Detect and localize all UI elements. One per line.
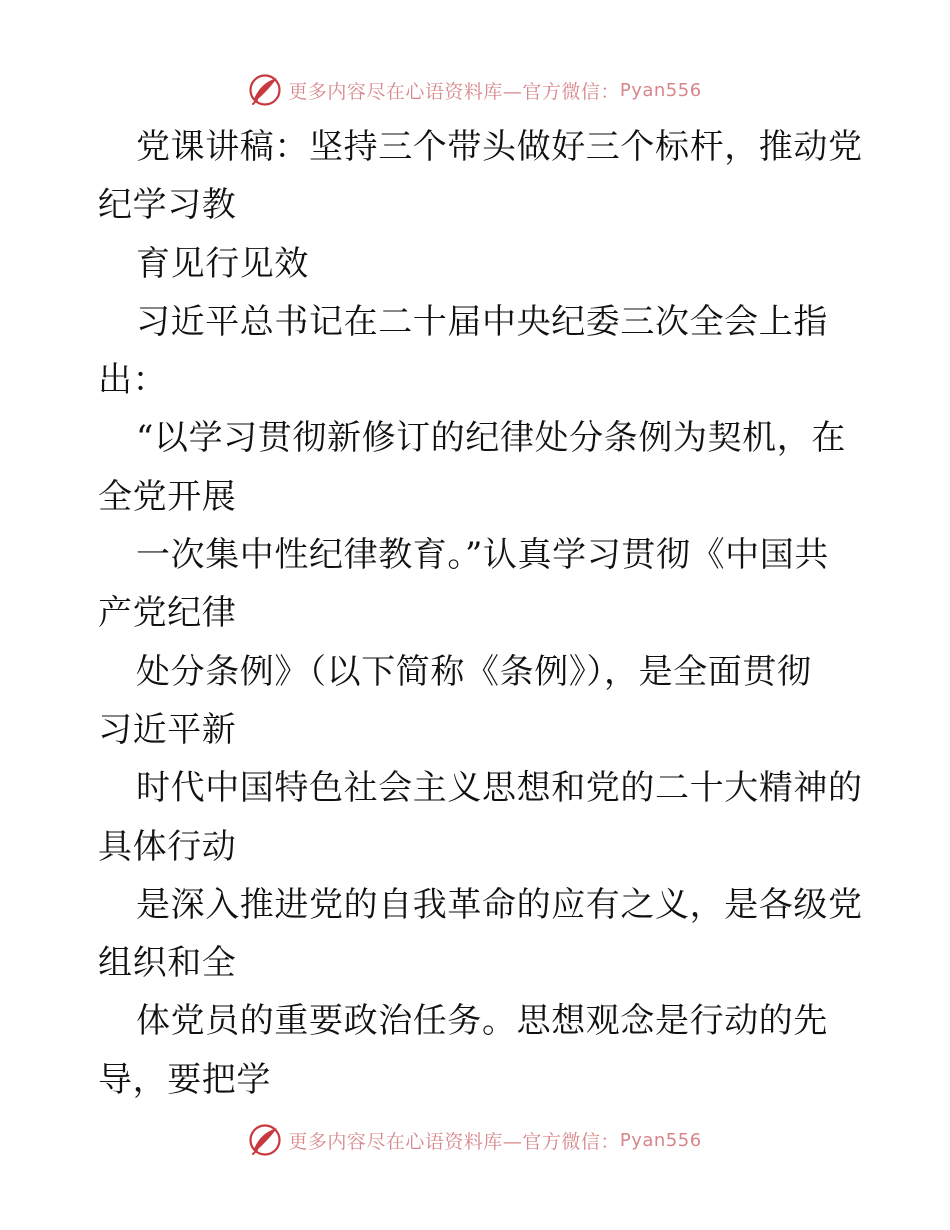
- watermark-wechat-id: Pyan556: [619, 79, 702, 101]
- document-line: 具体行动: [98, 826, 237, 867]
- document-line: 全党开展: [98, 476, 237, 517]
- document-line: 导，要把学: [98, 1059, 271, 1100]
- document-line: “以学习贯彻新修订的纪律处分条例为契机，在: [136, 418, 846, 459]
- document-line: 纪学习教: [98, 185, 237, 226]
- watermark-text: 更多内容尽在心语资料库—官方微信：: [288, 1130, 620, 1153]
- document-line: 出：: [98, 360, 168, 401]
- watermark-wechat-id: Pyan556: [619, 1129, 702, 1151]
- document-line: 组织和全: [98, 943, 237, 984]
- footer-watermark: [0, 1120, 950, 1160]
- document-line: 习近平新: [98, 709, 237, 750]
- document-line: 处分条例》（以下简称《条例》），是全面贯彻: [136, 651, 812, 692]
- document-line: 产党纪律: [98, 593, 237, 634]
- document-line: 是深入推进党的自我革命的应有之义，是各级党: [136, 884, 863, 925]
- document-line: 体党员的重要政治任务。思想观念是行动的先: [136, 1001, 828, 1042]
- pen-logo-icon: [248, 1123, 282, 1157]
- document-line: 时代中国特色社会主义思想和党的二十大精神的: [136, 768, 863, 809]
- header-watermark: [0, 70, 950, 110]
- document-line: 育见行见效: [136, 243, 309, 284]
- document-body: [98, 118, 863, 1109]
- watermark-text: 更多内容尽在心语资料库—官方微信：: [288, 80, 620, 103]
- document-line: 党课讲稿：坚持三个带头做好三个标杆，推动党: [136, 127, 863, 167]
- document-line: 习近平总书记在二十届中央纪委三次全会上指: [136, 301, 828, 342]
- document-line: 一次集中性纪律教育。”认真学习贯彻《中国共: [136, 535, 829, 576]
- pen-logo-icon: [248, 73, 282, 107]
